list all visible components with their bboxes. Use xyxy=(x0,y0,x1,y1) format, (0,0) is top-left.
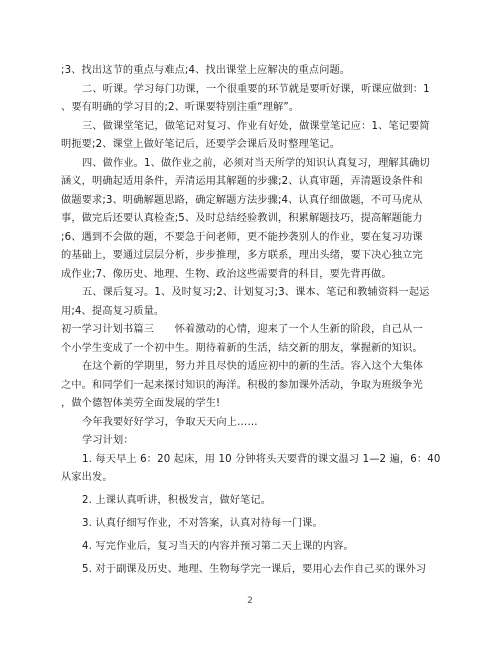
text-line: 之中。和同学们一起来探讨知识的海洋。积极的参加课外活动，争取为班级争光 xyxy=(61,379,423,391)
plan-item: 3. 认真仔细写作业，不对答案，认真对待每一门课。 xyxy=(82,518,323,529)
plan-item: 5. 对于副课及历史、地理、生物每学完一课后，要用心去作自己买的课外习 xyxy=(82,564,427,575)
text-line: 今年我要好好学习，争取天天向上…… xyxy=(82,416,258,428)
text-line: 在这个新的学期里，努力并且尽快的适应初中的新的生活。容入这个大集体 xyxy=(82,361,424,372)
text-line: 事，做完后还要认真检查;5、及时总结经验教训，积累解题技巧，提高解题能力 xyxy=(61,213,423,224)
text-line: 用;4、提高复习质量。 xyxy=(61,305,165,317)
document-body xyxy=(61,62,441,580)
text-line: 做题要求;3、明确解题思路，确定解题方法步骤;4、认真仔细做题，不可马虎从 xyxy=(61,194,423,206)
text-line: 五、课后复习。1、及时复习;2、计划复习;3、课本、笔记和教辅资料一起运 xyxy=(82,287,430,298)
page-number: 2 xyxy=(247,596,253,606)
text-line: 个小学生变成了一个初中生。期待着新的生活，结交新的朋友，掌握新的知识。 xyxy=(61,342,423,354)
text-line: 涵义，明确起适用条件，弄清运用其解题的步骤;2、认真审题，弄清题设条件和 xyxy=(61,176,423,187)
plan-item: 2. 上课认真听讲，积极发言，做好笔记。 xyxy=(82,495,272,506)
plan-item-continuation: 从家出发。 xyxy=(61,472,113,483)
text-line: 四、做作业。1、做作业之前，必须对当天所学的知识认真复习，理解其确切 xyxy=(82,157,430,169)
study-plan-list xyxy=(61,451,441,580)
text-line: ;3、找出这节的重点与难点;4、找出课堂上应解决的重点问题。 xyxy=(61,65,351,76)
text-line: 明扼要;2、课堂上做好笔记后，还要学会课后及时整理笔记。 xyxy=(61,139,340,150)
text-line: ，做个德智体美劳全面发展的学生! xyxy=(61,398,221,409)
text-line: 、要有明确的学习目的;2、听课要特别注重“理解”。 xyxy=(61,102,300,113)
text-line: 成作业;7、像历史、地理、生物、政治这些需要背的科目，要先背再做。 xyxy=(61,268,392,280)
text-line: 三、做课堂笔记，做笔记对复习、作业有好处，做课堂笔记应：1、笔记要简 xyxy=(82,120,430,132)
text-line: 初一学习计划书篇三 怀着激动的心情，迎来了一个人生新的阶段，自己从一 xyxy=(61,324,423,335)
plan-item: 1. 每天早上 6：20 起床，用 10 分钟将头天要背的课文温习 1—2 遍，6：40 xyxy=(82,453,441,465)
text-line: 的基础上，要通过层层分析，步步推理，多方联系，理出头绪，要下决心独立完 xyxy=(61,250,423,261)
plan-item: 4. 写完作业后，复习当天的内容并预习第二天上课的内容。 xyxy=(82,541,354,552)
text-line: ;6、遇到不会做的题，不要急于问老师，更不能抄袭别人的作业，要在复习功课 xyxy=(61,231,423,243)
text-line: 二、听课。学习每门功课，一个很重要的环节就是要听好课，听课应做到：1 xyxy=(82,83,430,95)
text-line: 学习计划： xyxy=(82,435,134,446)
